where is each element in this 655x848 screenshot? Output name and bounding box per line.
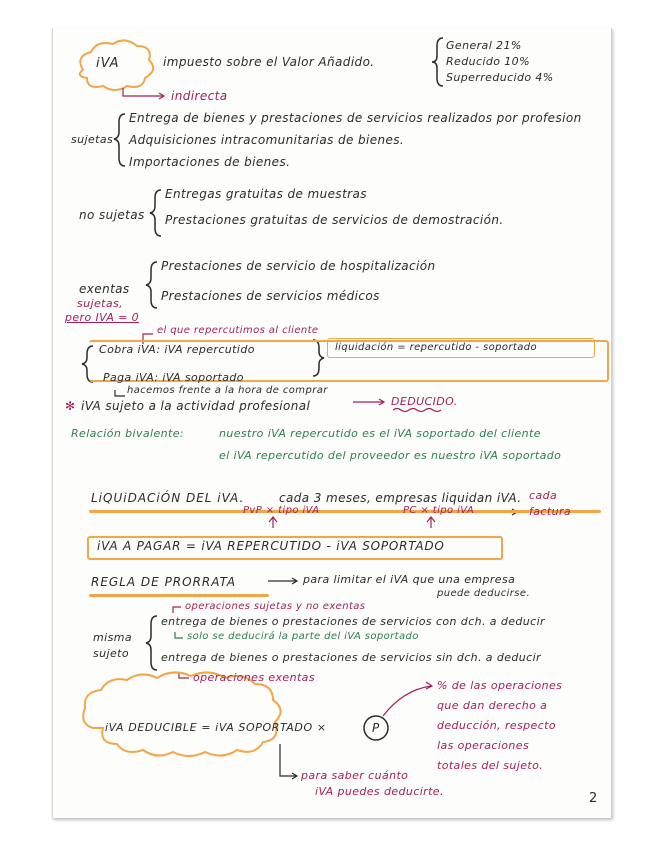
exentas-item-2: Prestaciones de servicios médicos bbox=[161, 289, 380, 303]
relacion-label: Relación bivalente: bbox=[71, 427, 184, 440]
prorrata-text-2: puede deducirse. bbox=[437, 588, 531, 599]
rate-reducido: Reducido 10% bbox=[446, 55, 530, 68]
rates-brace bbox=[432, 38, 443, 86]
asterisk-icon: ✻ bbox=[65, 399, 76, 413]
cada-factura-1: cada bbox=[529, 489, 558, 502]
iva-title: iVA bbox=[96, 56, 120, 71]
solo-deducira: solo se deducirá la parte del iVA soportado bbox=[187, 631, 419, 642]
pvp-tipo: PvP × tipo iVA bbox=[243, 505, 320, 516]
entrega-con-derecho: entrega de bienes o prestaciones de servicios con dch. a deducir bbox=[161, 615, 545, 628]
exentas-item-1: Prestaciones de servicio de hospitalización bbox=[161, 259, 436, 273]
para-saber-2: iVA puedes deducirte. bbox=[315, 785, 444, 798]
deducible-cloud bbox=[83, 672, 280, 756]
percent-line-4: las operaciones bbox=[437, 739, 530, 752]
no-sujetas-brace bbox=[150, 190, 161, 236]
rate-superreducido: Superreducido 4% bbox=[446, 71, 554, 84]
pc-tipo: PC × tipo iVA bbox=[403, 505, 475, 516]
sujetas-item-2: Adquisiciones intracomunitarias de bienes. bbox=[129, 133, 405, 147]
p-symbol: P bbox=[372, 721, 380, 735]
liquidacion-formula: liquidación = repercutido - soportado bbox=[335, 342, 538, 353]
repercutimos-note: el que repercutimos al cliente bbox=[157, 325, 319, 336]
entrega-sin-derecho: entrega de bienes o prestaciones de servicios sin dch. a deducir bbox=[161, 651, 541, 664]
para-saber-1: para saber cuánto bbox=[301, 769, 409, 782]
percent-line-5: totales del sujeto. bbox=[437, 759, 544, 772]
iva-sujeto-actividad: iVA sujeto a la actividad profesional bbox=[81, 399, 311, 413]
relacion-line-1: nuestro iVA repercutido es el iVA soportado del cliente bbox=[219, 427, 541, 440]
paga-iva: Paga iVA: iVA soportado bbox=[103, 371, 244, 384]
misma-sujeto-brace bbox=[146, 616, 157, 670]
notebook-page bbox=[52, 28, 612, 818]
percent-line-2: que dan derecho a bbox=[437, 699, 548, 712]
hacemos-frente: hacemos frente a la hora de comprar bbox=[127, 385, 328, 396]
liquidacion-text: cada 3 meses, empresas liquidan iVA. bbox=[279, 491, 522, 505]
cada-factura-2: factura bbox=[529, 505, 572, 518]
misma-label: misma bbox=[93, 631, 132, 644]
exentas-note-1: sujetas, bbox=[77, 297, 124, 310]
operaciones-exentas: operaciones exentas bbox=[193, 671, 315, 684]
prorrata-underline bbox=[89, 594, 269, 597]
sujetas-brace bbox=[114, 114, 125, 166]
relacion-line-2: el iVA repercutido del proveedor es nuestro iVA soportado bbox=[219, 449, 562, 462]
exentas-note-2: pero IVA = 0 bbox=[65, 311, 140, 324]
prorrata-text-1: para limitar el iVA que una empresa bbox=[303, 573, 516, 586]
indirecta-label: indirecta bbox=[171, 89, 228, 103]
iva-definition: impuesto sobre el Valor Añadido. bbox=[163, 55, 375, 69]
no-sujetas-item-2: Prestaciones gratuitas de servicios de demostración. bbox=[165, 213, 504, 227]
percent-line-3: deducción, respecto bbox=[437, 719, 557, 732]
percent-line-1: % de las operaciones bbox=[437, 679, 563, 692]
liquidacion-title: LiQUiDACiÓN DEL iVA. bbox=[91, 491, 245, 505]
sujetas-label: sujetas bbox=[71, 133, 114, 146]
liquidacion-underline bbox=[89, 510, 601, 513]
deducido-label: DEDUCIDO. bbox=[391, 395, 458, 408]
cobra-iva: Cobra iVA: iVA repercutido bbox=[99, 343, 255, 356]
sujetas-item-3: Importaciones de bienes. bbox=[129, 155, 291, 169]
operaciones-sujetas: operaciones sujetas y no exentas bbox=[185, 601, 366, 612]
rate-general: General 21% bbox=[446, 39, 522, 52]
exentas-label: exentas bbox=[79, 282, 130, 296]
no-sujetas-label: no sujetas bbox=[79, 208, 145, 222]
indirecta-arrow bbox=[123, 88, 163, 96]
no-sujetas-item-1: Entregas gratuitas de muestras bbox=[165, 187, 367, 201]
sujetas-item-1: Entrega de bienes y prestaciones de servicios realizados por profesion bbox=[129, 111, 582, 125]
page-number: 2 bbox=[589, 791, 598, 806]
iva-pagar-formula: iVA A PAGAR = iVA REPERCUTIDO - iVA SOPORTADO bbox=[97, 539, 445, 553]
prorrata-title: REGLA DE PRORRATA bbox=[91, 575, 237, 589]
deducible-formula: iVA DEDUCIBLE = iVA SOPORTADO × bbox=[105, 721, 327, 734]
sujeto-label: sujeto bbox=[93, 647, 129, 660]
exentas-brace bbox=[146, 262, 157, 308]
